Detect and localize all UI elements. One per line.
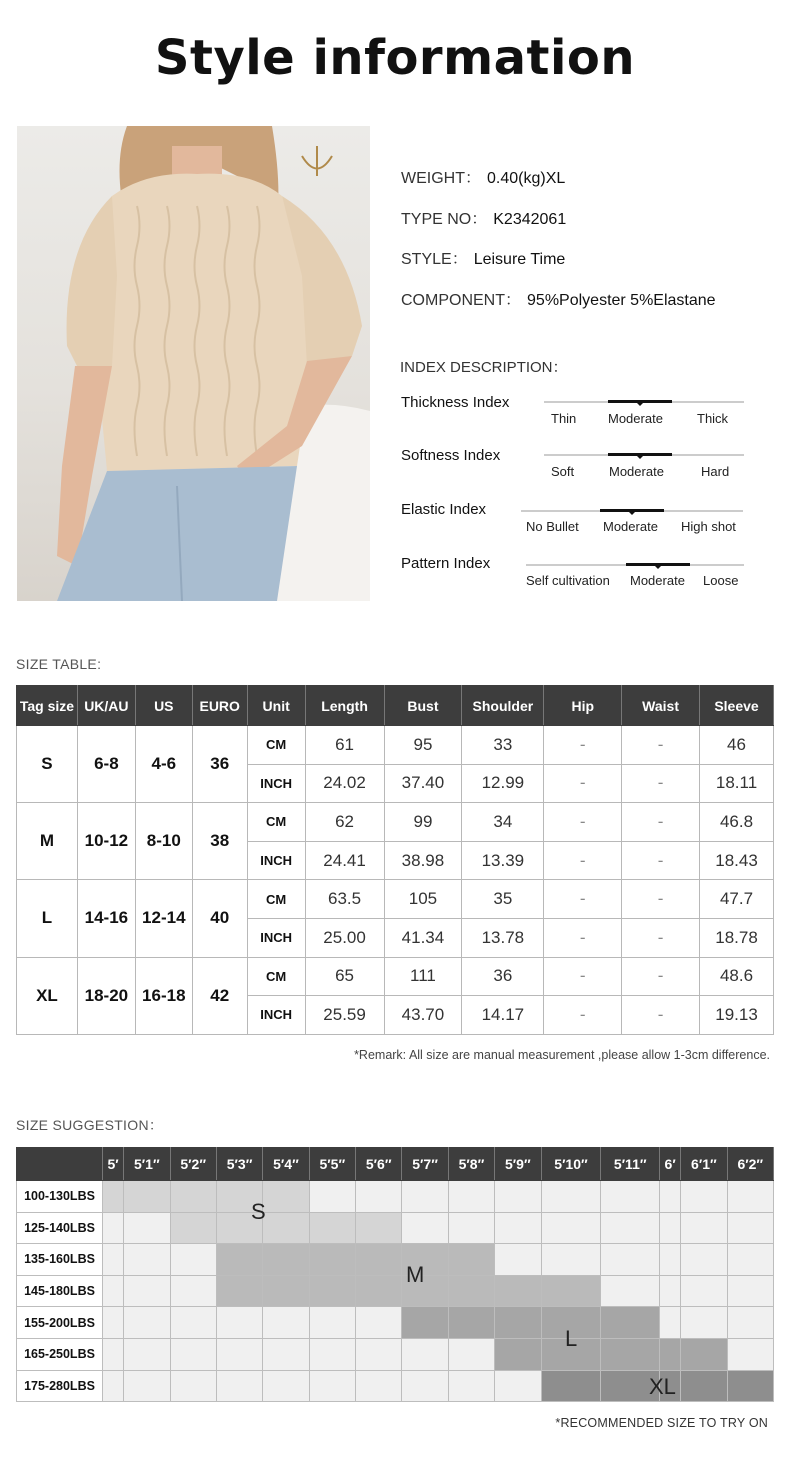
- elastic-index: [401, 501, 771, 551]
- shoulder-cell: 13.39: [462, 841, 544, 880]
- column-header: US: [135, 686, 192, 726]
- empty-cell: [263, 1370, 309, 1402]
- empty-cell: [170, 1307, 216, 1339]
- empty-cell: [727, 1338, 773, 1370]
- empty-cell: [402, 1181, 448, 1213]
- size-zone-cell-s: [170, 1181, 216, 1213]
- index-label: Moderate: [630, 573, 685, 588]
- column-header: Shoulder: [462, 686, 544, 726]
- size-zone-cell-s: [124, 1181, 170, 1213]
- empty-cell: [103, 1370, 124, 1402]
- type-no-value: K2342061: [493, 211, 567, 228]
- empty-cell: [309, 1307, 355, 1339]
- hip-cell: -: [544, 918, 622, 957]
- shoulder-cell: 36: [462, 957, 544, 996]
- height-header: 5′8″: [448, 1148, 494, 1181]
- pattern-index: [401, 555, 771, 605]
- zone-label-s: S: [251, 1199, 266, 1224]
- unit-cell: INCH: [247, 996, 305, 1035]
- size-zone-cell-l: [495, 1307, 541, 1339]
- uk-au-cell: 10-12: [77, 803, 135, 880]
- length-cell: 65: [305, 957, 384, 996]
- table-row: [17, 1338, 774, 1370]
- empty-cell: [170, 1370, 216, 1402]
- weight-cell: 135-160LBS: [17, 1244, 103, 1276]
- empty-cell: [263, 1307, 309, 1339]
- bust-cell: 41.34: [384, 918, 462, 957]
- index-label: Thick: [697, 411, 729, 426]
- shoulder-cell: 14.17: [462, 996, 544, 1035]
- length-cell: 25.00: [305, 918, 384, 957]
- weight-cell: 100-130LBS: [17, 1181, 103, 1213]
- table-row: [17, 1307, 774, 1339]
- table-row: [17, 1244, 774, 1276]
- us-cell: 12-14: [135, 880, 192, 957]
- empty-cell: [448, 1338, 494, 1370]
- size-zone-cell-l: [601, 1338, 660, 1370]
- weight-cell: 125-140LBS: [17, 1212, 103, 1244]
- empty-cell: [495, 1212, 541, 1244]
- bust-cell: 105: [384, 880, 462, 919]
- size-zone-cell-l: [448, 1307, 494, 1339]
- index-label: No Bullet: [526, 519, 579, 534]
- table-row: [17, 1275, 774, 1307]
- empty-cell: [495, 1370, 541, 1402]
- size-zone-cell-m: [216, 1275, 262, 1307]
- size-zone-cell-m: [309, 1244, 355, 1276]
- empty-cell: [124, 1307, 170, 1339]
- type-no-label: TYPE NO：: [401, 211, 488, 228]
- hip-cell: -: [544, 803, 622, 842]
- page-title: Style information: [154, 30, 636, 86]
- style-value: Leisure Time: [473, 251, 566, 268]
- height-header: 6′: [660, 1148, 681, 1181]
- softness-index: [401, 447, 771, 497]
- column-header: EURO: [192, 686, 247, 726]
- empty-cell: [448, 1212, 494, 1244]
- length-cell: 24.41: [305, 841, 384, 880]
- weight-cell: 175-280LBS: [17, 1370, 103, 1402]
- empty-cell: [216, 1307, 262, 1339]
- empty-cell: [103, 1244, 124, 1276]
- empty-cell: [356, 1307, 402, 1339]
- shoulder-cell: 34: [462, 803, 544, 842]
- empty-cell: [681, 1275, 727, 1307]
- empty-cell: [727, 1244, 773, 1276]
- empty-cell: [541, 1181, 601, 1213]
- empty-cell: [309, 1338, 355, 1370]
- uk-au-cell: 18-20: [77, 957, 135, 1034]
- size-zone-cell-l: [601, 1307, 660, 1339]
- empty-cell: [660, 1181, 681, 1213]
- column-header: UK/AU: [77, 686, 135, 726]
- hip-cell: -: [544, 957, 622, 996]
- index-marker: [600, 509, 664, 512]
- tag-size-cell: XL: [17, 957, 78, 1034]
- hip-cell: -: [544, 880, 622, 919]
- height-header: 5′: [103, 1148, 124, 1181]
- empty-cell: [216, 1370, 262, 1402]
- empty-cell: [356, 1370, 402, 1402]
- us-cell: 4-6: [135, 726, 192, 803]
- index-label: Moderate: [603, 519, 658, 534]
- empty-cell: [660, 1212, 681, 1244]
- euro-cell: 40: [192, 880, 247, 957]
- length-cell: 63.5: [305, 880, 384, 919]
- empty-cell: [448, 1181, 494, 1213]
- empty-cell: [309, 1370, 355, 1402]
- sleeve-cell: 46.8: [700, 803, 774, 842]
- empty-cell: [601, 1275, 660, 1307]
- empty-cell: [541, 1212, 601, 1244]
- size-zone-cell-m: [495, 1275, 541, 1307]
- size-zone-cell-s: [263, 1212, 309, 1244]
- empty-cell: [103, 1307, 124, 1339]
- table-row: [17, 957, 774, 996]
- size-zone-cell-s: [356, 1212, 402, 1244]
- sleeve-cell: 46: [700, 726, 774, 765]
- empty-cell: [681, 1212, 727, 1244]
- sleeve-cell: 19.13: [700, 996, 774, 1035]
- type-no-row: [401, 206, 566, 229]
- empty-cell: [541, 1244, 601, 1276]
- size-zone-cell-s: [309, 1212, 355, 1244]
- size-zone-cell-m: [448, 1244, 494, 1276]
- index-label: Moderate: [609, 464, 664, 479]
- shoulder-cell: 13.78: [462, 918, 544, 957]
- size-suggestion-table: [16, 1147, 774, 1402]
- hip-cell: -: [544, 726, 622, 765]
- recommend-footnote: *RECOMMENDED SIZE TO TRY ON: [555, 1416, 768, 1430]
- empty-cell: [103, 1275, 124, 1307]
- index-label: Thin: [551, 411, 577, 426]
- style-row: [401, 246, 565, 269]
- empty-cell: [170, 1244, 216, 1276]
- empty-cell: [124, 1370, 170, 1402]
- index-name: Elastic Index: [401, 501, 487, 518]
- bust-cell: 38.98: [384, 841, 462, 880]
- weight-cell: 145-180LBS: [17, 1275, 103, 1307]
- uk-au-cell: 14-16: [77, 880, 135, 957]
- index-description-title: INDEX DESCRIPTION：: [400, 359, 568, 376]
- empty-cell: [660, 1244, 681, 1276]
- component-value: 95%Polyester 5%Elastane: [527, 292, 716, 309]
- empty-cell: [124, 1212, 170, 1244]
- index-label: Hard: [701, 464, 730, 479]
- bust-cell: 111: [384, 957, 462, 996]
- length-cell: 61: [305, 726, 384, 765]
- height-header: 5′9″: [495, 1148, 541, 1181]
- height-header: 5′10″: [541, 1148, 601, 1181]
- size-table-header: [17, 686, 774, 726]
- sleeve-cell: 18.11: [700, 764, 774, 803]
- tag-size-cell: M: [17, 803, 78, 880]
- empty-cell: [727, 1181, 773, 1213]
- column-header: Unit: [247, 686, 305, 726]
- empty-cell: [124, 1338, 170, 1370]
- model-illustration: [17, 126, 370, 601]
- zone-label-m: M: [406, 1262, 425, 1287]
- us-cell: 16-18: [135, 957, 192, 1034]
- weight-label: WEIGHT：: [401, 170, 481, 187]
- empty-cell: [356, 1338, 402, 1370]
- height-header: 5′3″: [216, 1148, 262, 1181]
- table-row: [17, 1181, 774, 1213]
- component-label: COMPONENT：: [401, 292, 522, 309]
- sleeve-cell: 18.78: [700, 918, 774, 957]
- empty-cell: [263, 1338, 309, 1370]
- index-name: Pattern Index: [401, 555, 491, 572]
- size-zone-cell-m: [448, 1275, 494, 1307]
- column-header: Bust: [384, 686, 462, 726]
- empty-cell: [601, 1181, 660, 1213]
- index-name: Thickness Index: [401, 394, 510, 411]
- size-zone-cell-m: [541, 1275, 601, 1307]
- index-label: Soft: [551, 464, 575, 479]
- index-marker: [608, 453, 672, 456]
- size-suggestion-label: SIZE SUGGESTION：: [16, 1117, 164, 1133]
- size-zone-cell-l: [495, 1338, 541, 1370]
- size-zone-cell-s: [103, 1181, 124, 1213]
- size-zone-cell-m: [356, 1275, 402, 1307]
- height-header: 6′2″: [727, 1148, 773, 1181]
- index-label: Moderate: [608, 411, 663, 426]
- tag-size-cell: S: [17, 726, 78, 803]
- product-photo: [17, 126, 370, 601]
- empty-cell: [103, 1338, 124, 1370]
- unit-cell: CM: [247, 803, 305, 842]
- height-header: 5′5″: [309, 1148, 355, 1181]
- height-header: 5′11″: [601, 1148, 660, 1181]
- empty-cell: [356, 1181, 402, 1213]
- size-table-label: SIZE TABLE:: [16, 656, 102, 672]
- euro-cell: 38: [192, 803, 247, 880]
- column-header: Waist: [622, 686, 700, 726]
- uk-au-cell: 6-8: [77, 726, 135, 803]
- waist-cell: -: [622, 803, 700, 842]
- shoulder-cell: 12.99: [462, 764, 544, 803]
- waist-cell: -: [622, 996, 700, 1035]
- shoulder-cell: 35: [462, 880, 544, 919]
- unit-cell: INCH: [247, 918, 305, 957]
- waist-cell: -: [622, 726, 700, 765]
- table-row: [17, 803, 774, 842]
- length-cell: 24.02: [305, 764, 384, 803]
- empty-cell: [402, 1212, 448, 1244]
- hip-cell: -: [544, 841, 622, 880]
- euro-cell: 36: [192, 726, 247, 803]
- zone-label-xl: XL: [649, 1374, 676, 1399]
- size-zone-cell-s: [263, 1181, 309, 1213]
- empty-cell: [727, 1212, 773, 1244]
- empty-cell: [727, 1275, 773, 1307]
- empty-cell: [495, 1244, 541, 1276]
- column-header: Hip: [544, 686, 622, 726]
- waist-cell: -: [622, 841, 700, 880]
- bust-cell: 37.40: [384, 764, 462, 803]
- table-row: [17, 880, 774, 919]
- bust-cell: 43.70: [384, 996, 462, 1035]
- waist-cell: -: [622, 764, 700, 803]
- empty-cell: [124, 1275, 170, 1307]
- unit-cell: INCH: [247, 841, 305, 880]
- size-zone-cell-l: [660, 1338, 681, 1370]
- bust-cell: 99: [384, 803, 462, 842]
- euro-cell: 42: [192, 957, 247, 1034]
- sleeve-cell: 47.7: [700, 880, 774, 919]
- us-cell: 8-10: [135, 803, 192, 880]
- sleeve-cell: 18.43: [700, 841, 774, 880]
- height-header: 5′7″: [402, 1148, 448, 1181]
- size-zone-cell-m: [356, 1244, 402, 1276]
- style-label: STYLE：: [401, 251, 468, 268]
- height-header-row: [17, 1148, 774, 1181]
- corner-header: [17, 1148, 103, 1181]
- empty-cell: [601, 1212, 660, 1244]
- column-header: Length: [305, 686, 384, 726]
- hip-cell: -: [544, 764, 622, 803]
- empty-cell: [660, 1307, 681, 1339]
- empty-cell: [448, 1370, 494, 1402]
- bust-cell: 95: [384, 726, 462, 765]
- waist-cell: -: [622, 957, 700, 996]
- tag-size-cell: L: [17, 880, 78, 957]
- table-row: [17, 726, 774, 765]
- weight-cell: 155-200LBS: [17, 1307, 103, 1339]
- shoulder-cell: 33: [462, 726, 544, 765]
- height-header: 5′6″: [356, 1148, 402, 1181]
- size-zone-cell-l: [402, 1307, 448, 1339]
- index-label: High shot: [681, 519, 736, 534]
- size-remark: *Remark: All size are manual measurement ,please allow 1-3cm difference.: [354, 1048, 770, 1062]
- index-name: Softness Index: [401, 447, 501, 464]
- size-table: [16, 685, 774, 1035]
- empty-cell: [402, 1338, 448, 1370]
- thickness-index: [401, 394, 771, 444]
- column-header: Tag size: [17, 686, 78, 726]
- empty-cell: [216, 1338, 262, 1370]
- empty-cell: [660, 1275, 681, 1307]
- index-marker: [626, 563, 690, 566]
- unit-cell: CM: [247, 880, 305, 919]
- index-label: Loose: [703, 573, 739, 588]
- empty-cell: [495, 1181, 541, 1213]
- waist-cell: -: [622, 880, 700, 919]
- empty-cell: [103, 1212, 124, 1244]
- unit-cell: CM: [247, 957, 305, 996]
- weight-value: 0.40(kg)XL: [487, 170, 566, 187]
- size-zone-cell-m: [263, 1244, 309, 1276]
- empty-cell: [124, 1244, 170, 1276]
- empty-cell: [727, 1307, 773, 1339]
- length-cell: 62: [305, 803, 384, 842]
- length-cell: 25.59: [305, 996, 384, 1035]
- empty-cell: [402, 1370, 448, 1402]
- size-zone-cell-m: [309, 1275, 355, 1307]
- hip-cell: -: [544, 996, 622, 1035]
- unit-cell: CM: [247, 726, 305, 765]
- height-header: 5′1″: [124, 1148, 170, 1181]
- size-zone-cell-xl: [541, 1370, 601, 1402]
- size-zone-cell-m: [216, 1244, 262, 1276]
- unit-cell: INCH: [247, 764, 305, 803]
- index-marker: [608, 400, 672, 403]
- empty-cell: [170, 1338, 216, 1370]
- size-zone-cell-l: [681, 1338, 727, 1370]
- height-header: 5′4″: [263, 1148, 309, 1181]
- component-row: [401, 287, 716, 310]
- size-zone-cell-s: [170, 1212, 216, 1244]
- zone-label-l: L: [565, 1326, 578, 1351]
- column-header: Sleeve: [700, 686, 774, 726]
- table-row: [17, 1212, 774, 1244]
- index-label: Self cultivation: [526, 573, 610, 588]
- empty-cell: [681, 1244, 727, 1276]
- waist-cell: -: [622, 918, 700, 957]
- empty-cell: [601, 1244, 660, 1276]
- weight-row: [401, 165, 565, 188]
- size-zone-cell-xl: [727, 1370, 773, 1402]
- size-zone-cell-xl: [681, 1370, 727, 1402]
- sleeve-cell: 48.6: [700, 957, 774, 996]
- height-header: 5′2″: [170, 1148, 216, 1181]
- empty-cell: [170, 1275, 216, 1307]
- size-zone-cell-m: [263, 1275, 309, 1307]
- empty-cell: [681, 1307, 727, 1339]
- weight-cell: 165-250LBS: [17, 1338, 103, 1370]
- empty-cell: [309, 1181, 355, 1213]
- height-header: 6′1″: [681, 1148, 727, 1181]
- empty-cell: [681, 1181, 727, 1213]
